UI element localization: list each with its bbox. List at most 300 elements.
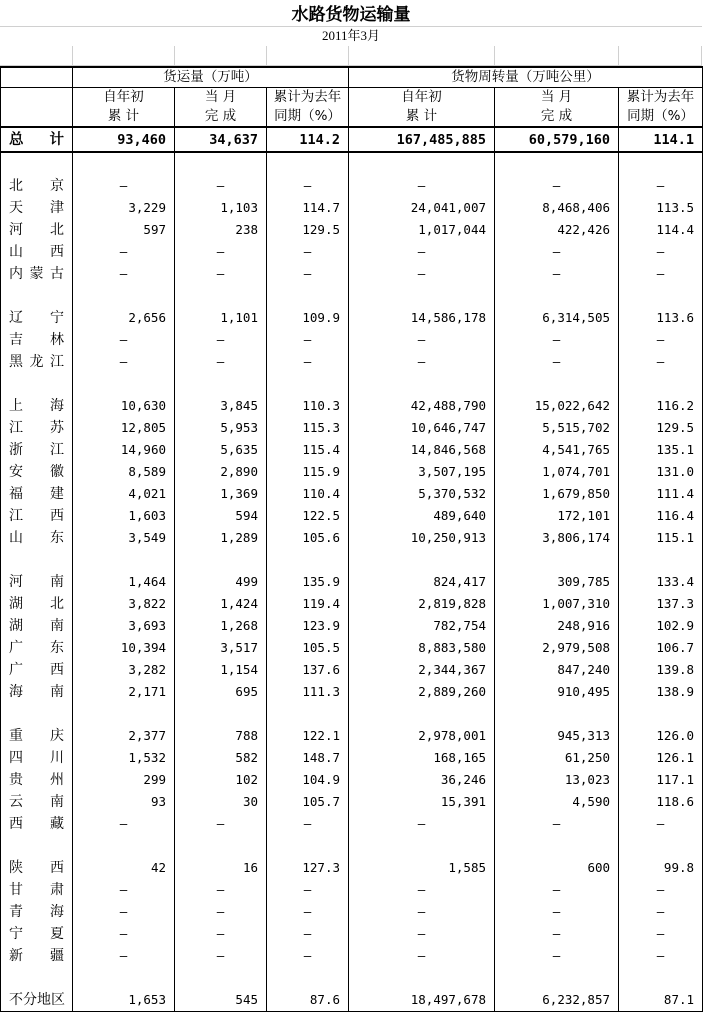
header-freight-volume: 货运量（万吨） <box>73 67 349 88</box>
freight-month: 545 <box>175 989 267 1012</box>
region-name: 四 川 <box>1 747 73 769</box>
grid-cell <box>174 46 267 66</box>
table-row <box>1 769 703 791</box>
freight-month: – <box>175 813 267 835</box>
header-ytd: 自年初 <box>349 88 495 108</box>
freight-month: 5,635 <box>175 439 267 461</box>
table-row <box>1 395 703 417</box>
header-month: 完 成 <box>495 107 619 127</box>
grid-cell <box>494 46 619 66</box>
freight-ytd: 299 <box>73 769 175 791</box>
freight-yoy: 105.7 <box>267 791 349 813</box>
empty-cell <box>619 152 703 175</box>
freight-yoy: 109.9 <box>267 307 349 329</box>
freight-ytd: 3,693 <box>73 615 175 637</box>
empty-cell <box>267 967 349 989</box>
table-row <box>1 307 703 329</box>
turnover-ytd: 3,507,195 <box>349 461 495 483</box>
region-name: 青 海 <box>1 901 73 923</box>
grid-cell <box>348 46 495 66</box>
empty-cell <box>267 285 349 307</box>
freight-ytd: 597 <box>73 219 175 241</box>
table-row <box>1 879 703 901</box>
freight-yoy: – <box>267 263 349 285</box>
freight-month: 5,953 <box>175 417 267 439</box>
region-name: 总 计 <box>1 127 73 152</box>
region-name: 湖 北 <box>1 593 73 615</box>
freight-month: 3,845 <box>175 395 267 417</box>
region-name: 广 西 <box>1 659 73 681</box>
turnover-month: – <box>495 945 619 967</box>
empty-cell <box>495 285 619 307</box>
freight-yoy: 122.1 <box>267 725 349 747</box>
freight-yoy: 148.7 <box>267 747 349 769</box>
turnover-ytd: 14,586,178 <box>349 307 495 329</box>
table-row <box>1 197 703 219</box>
turnover-ytd: 8,883,580 <box>349 637 495 659</box>
turnover-month: 2,979,508 <box>495 637 619 659</box>
freight-yoy: 122.5 <box>267 505 349 527</box>
freight-yoy: 127.3 <box>267 857 349 879</box>
freight-ytd: 1,653 <box>73 989 175 1012</box>
freight-month: – <box>175 923 267 945</box>
turnover-yoy: 116.4 <box>619 505 703 527</box>
table-row <box>1 571 703 593</box>
freight-yoy: 114.2 <box>267 127 349 152</box>
turnover-ytd: – <box>349 175 495 197</box>
freight-ytd: – <box>73 329 175 351</box>
empty-cell <box>1 835 73 857</box>
empty-cell <box>1 549 73 571</box>
freight-yoy: 114.7 <box>267 197 349 219</box>
turnover-month: – <box>495 901 619 923</box>
table-row <box>1 791 703 813</box>
turnover-ytd: – <box>349 945 495 967</box>
turnover-month: 847,240 <box>495 659 619 681</box>
empty-cell <box>73 549 175 571</box>
header-corner <box>1 107 73 127</box>
turnover-ytd: 18,497,678 <box>349 989 495 1012</box>
freight-month: – <box>175 901 267 923</box>
report-period: 2011年3月 <box>321 28 381 43</box>
turnover-month: 600 <box>495 857 619 879</box>
table-row <box>1 461 703 483</box>
turnover-month: – <box>495 923 619 945</box>
turnover-ytd: 2,978,001 <box>349 725 495 747</box>
freight-month: – <box>175 879 267 901</box>
region-name: 河 北 <box>1 219 73 241</box>
region-name: 山 西 <box>1 241 73 263</box>
region-name: 甘 肃 <box>1 879 73 901</box>
table-row <box>1 681 703 703</box>
turnover-month: 248,916 <box>495 615 619 637</box>
freight-yoy: – <box>267 901 349 923</box>
freight-ytd: – <box>73 945 175 967</box>
region-name: 辽 宁 <box>1 307 73 329</box>
turnover-month: 1,074,701 <box>495 461 619 483</box>
header-cargo-turnover: 货物周转量（万吨公里） <box>349 67 703 88</box>
empty-cell <box>175 152 267 175</box>
region-name: 内蒙古 <box>1 263 73 285</box>
header-ytd: 自年初 <box>73 88 175 108</box>
freight-ytd: 93,460 <box>73 127 175 152</box>
turnover-ytd: 10,250,913 <box>349 527 495 549</box>
freight-yoy: – <box>267 945 349 967</box>
header-row-groups <box>1 67 703 88</box>
freight-yoy: – <box>267 329 349 351</box>
empty-cell <box>267 152 349 175</box>
table-row <box>1 615 703 637</box>
table-row <box>1 527 703 549</box>
region-name: 安 徽 <box>1 461 73 483</box>
report-title: 水路货物运输量 <box>0 0 702 27</box>
freight-ytd: 3,822 <box>73 593 175 615</box>
empty-cell <box>619 835 703 857</box>
empty-cell <box>619 703 703 725</box>
header-ytd: 累 计 <box>349 107 495 127</box>
empty-cell <box>175 967 267 989</box>
turnover-yoy: 126.1 <box>619 747 703 769</box>
freight-yoy: 110.3 <box>267 395 349 417</box>
empty-cell <box>619 285 703 307</box>
turnover-yoy: 126.0 <box>619 725 703 747</box>
region-name: 江 苏 <box>1 417 73 439</box>
turnover-ytd: 782,754 <box>349 615 495 637</box>
header-month: 当 月 <box>175 88 267 108</box>
empty-cell <box>495 835 619 857</box>
turnover-ytd: 1,017,044 <box>349 219 495 241</box>
turnover-ytd: 5,370,532 <box>349 483 495 505</box>
freight-month: 238 <box>175 219 267 241</box>
freight-ytd: 2,171 <box>73 681 175 703</box>
freight-month: 1,268 <box>175 615 267 637</box>
freight-ytd: 3,549 <box>73 527 175 549</box>
freight-month: – <box>175 945 267 967</box>
empty-cell <box>349 703 495 725</box>
region-name: 上 海 <box>1 395 73 417</box>
spacer-row <box>1 373 703 395</box>
freight-ytd: 10,394 <box>73 637 175 659</box>
empty-cell <box>1 373 73 395</box>
spacer-row <box>1 703 703 725</box>
empty-cell <box>495 703 619 725</box>
empty-cell <box>1 285 73 307</box>
freight-yoy: 129.5 <box>267 219 349 241</box>
turnover-ytd: – <box>349 901 495 923</box>
header-row-line2 <box>1 107 703 127</box>
freight-month: 1,369 <box>175 483 267 505</box>
turnover-ytd: 10,646,747 <box>349 417 495 439</box>
freight-ytd: – <box>73 351 175 373</box>
turnover-ytd: 2,889,260 <box>349 681 495 703</box>
freight-ytd: 1,464 <box>73 571 175 593</box>
turnover-yoy: 133.4 <box>619 571 703 593</box>
header-corner <box>1 67 73 88</box>
empty-cell <box>175 285 267 307</box>
turnover-ytd: 36,246 <box>349 769 495 791</box>
turnover-yoy: 117.1 <box>619 769 703 791</box>
freight-ytd: – <box>73 923 175 945</box>
empty-cell <box>1 703 73 725</box>
freight-yoy: 111.3 <box>267 681 349 703</box>
empty-cell <box>619 549 703 571</box>
empty-cell <box>175 703 267 725</box>
region-name: 重 庆 <box>1 725 73 747</box>
empty-cell <box>73 285 175 307</box>
turnover-yoy: 139.8 <box>619 659 703 681</box>
turnover-ytd: 15,391 <box>349 791 495 813</box>
freight-month: – <box>175 241 267 263</box>
freight-month: 1,424 <box>175 593 267 615</box>
turnover-ytd: 167,485,885 <box>349 127 495 152</box>
turnover-ytd: – <box>349 813 495 835</box>
turnover-yoy: 118.6 <box>619 791 703 813</box>
turnover-yoy: – <box>619 923 703 945</box>
empty-cell <box>349 373 495 395</box>
turnover-yoy: – <box>619 263 703 285</box>
freight-ytd: 3,229 <box>73 197 175 219</box>
region-name: 天 津 <box>1 197 73 219</box>
empty-cell <box>495 152 619 175</box>
freight-month: 16 <box>175 857 267 879</box>
freight-ytd: 8,589 <box>73 461 175 483</box>
table-row <box>1 659 703 681</box>
turnover-month: 1,679,850 <box>495 483 619 505</box>
turnover-ytd: 168,165 <box>349 747 495 769</box>
region-name: 新 疆 <box>1 945 73 967</box>
empty-cell <box>619 373 703 395</box>
turnover-yoy: – <box>619 901 703 923</box>
freight-ytd: – <box>73 241 175 263</box>
turnover-month: 13,023 <box>495 769 619 791</box>
spacer-row <box>1 285 703 307</box>
turnover-yoy: 138.9 <box>619 681 703 703</box>
total-row <box>1 127 703 152</box>
empty-cell <box>73 967 175 989</box>
freight-ytd: 10,630 <box>73 395 175 417</box>
table-row <box>1 175 703 197</box>
empty-cell <box>73 703 175 725</box>
freight-yoy: 115.9 <box>267 461 349 483</box>
turnover-ytd: 2,344,367 <box>349 659 495 681</box>
turnover-yoy: 114.1 <box>619 127 703 152</box>
table-row <box>1 329 703 351</box>
freight-month: – <box>175 351 267 373</box>
freight-yoy: 104.9 <box>267 769 349 791</box>
turnover-yoy: 129.5 <box>619 417 703 439</box>
turnover-yoy: 87.1 <box>619 989 703 1012</box>
header-month: 当 月 <box>495 88 619 108</box>
freight-month: 34,637 <box>175 127 267 152</box>
header-row-line1 <box>1 88 703 108</box>
turnover-month: 61,250 <box>495 747 619 769</box>
turnover-ytd: – <box>349 329 495 351</box>
empty-cell <box>349 967 495 989</box>
turnover-month: – <box>495 813 619 835</box>
turnover-month: 422,426 <box>495 219 619 241</box>
turnover-yoy: 111.4 <box>619 483 703 505</box>
freight-ytd: – <box>73 263 175 285</box>
turnover-month: 4,541,765 <box>495 439 619 461</box>
turnover-ytd: – <box>349 263 495 285</box>
turnover-ytd: – <box>349 879 495 901</box>
spacer-row <box>1 152 703 175</box>
table-row <box>1 857 703 879</box>
turnover-month: – <box>495 351 619 373</box>
freight-month: 582 <box>175 747 267 769</box>
freight-ytd: 1,532 <box>73 747 175 769</box>
empty-cell <box>1 152 73 175</box>
empty-grid-row <box>0 46 702 66</box>
empty-cell <box>175 549 267 571</box>
freight-ytd: 2,656 <box>73 307 175 329</box>
region-name: 浙 江 <box>1 439 73 461</box>
region-name: 广 东 <box>1 637 73 659</box>
freight-yoy: 115.3 <box>267 417 349 439</box>
table-row <box>1 593 703 615</box>
turnover-ytd: 24,041,007 <box>349 197 495 219</box>
empty-cell <box>267 703 349 725</box>
table-row <box>1 241 703 263</box>
grid-cell <box>0 46 73 66</box>
region-name: 陕 西 <box>1 857 73 879</box>
turnover-ytd: – <box>349 923 495 945</box>
spacer-row <box>1 967 703 989</box>
table-row <box>1 945 703 967</box>
turnover-month: 8,468,406 <box>495 197 619 219</box>
turnover-month: 3,806,174 <box>495 527 619 549</box>
turnover-yoy: – <box>619 241 703 263</box>
freight-yoy: 105.6 <box>267 527 349 549</box>
table-row <box>1 747 703 769</box>
header-corner <box>1 88 73 108</box>
turnover-ytd: 42,488,790 <box>349 395 495 417</box>
region-name: 福 建 <box>1 483 73 505</box>
region-name: 宁 夏 <box>1 923 73 945</box>
table-row <box>1 219 703 241</box>
freight-ytd: 1,603 <box>73 505 175 527</box>
region-name: 西 藏 <box>1 813 73 835</box>
turnover-month: – <box>495 263 619 285</box>
table-row <box>1 439 703 461</box>
table-row <box>1 923 703 945</box>
freight-yoy: 110.4 <box>267 483 349 505</box>
table-row <box>1 483 703 505</box>
table-row <box>1 263 703 285</box>
empty-cell <box>73 835 175 857</box>
turnover-month: 309,785 <box>495 571 619 593</box>
turnover-yoy: 137.3 <box>619 593 703 615</box>
turnover-month: – <box>495 329 619 351</box>
freight-ytd: – <box>73 813 175 835</box>
turnover-month: 945,313 <box>495 725 619 747</box>
freight-ytd: 2,377 <box>73 725 175 747</box>
empty-cell <box>619 967 703 989</box>
empty-cell <box>175 835 267 857</box>
turnover-yoy: 116.2 <box>619 395 703 417</box>
table-row <box>1 351 703 373</box>
region-name: 海 南 <box>1 681 73 703</box>
turnover-month: 6,314,505 <box>495 307 619 329</box>
empty-cell <box>73 373 175 395</box>
region-name: 北 京 <box>1 175 73 197</box>
turnover-month: 5,515,702 <box>495 417 619 439</box>
empty-cell <box>1 967 73 989</box>
turnover-yoy: – <box>619 329 703 351</box>
header-yoy: 同期（%） <box>619 107 703 127</box>
table-row <box>1 989 703 1012</box>
freight-yoy: 105.5 <box>267 637 349 659</box>
table-row <box>1 417 703 439</box>
turnover-ytd: 2,819,828 <box>349 593 495 615</box>
empty-cell <box>267 549 349 571</box>
turnover-yoy: 102.9 <box>619 615 703 637</box>
turnover-month: 15,022,642 <box>495 395 619 417</box>
turnover-month: 6,232,857 <box>495 989 619 1012</box>
freight-yoy: 137.6 <box>267 659 349 681</box>
turnover-ytd: – <box>349 241 495 263</box>
freight-month: – <box>175 263 267 285</box>
freight-month: 1,289 <box>175 527 267 549</box>
freight-ytd: – <box>73 879 175 901</box>
turnover-yoy: 135.1 <box>619 439 703 461</box>
turnover-ytd: 489,640 <box>349 505 495 527</box>
freight-ytd: – <box>73 901 175 923</box>
region-name: 吉 林 <box>1 329 73 351</box>
region-name: 云 南 <box>1 791 73 813</box>
table-row <box>1 637 703 659</box>
region-name: 贵 州 <box>1 769 73 791</box>
turnover-ytd: – <box>349 351 495 373</box>
empty-cell <box>73 152 175 175</box>
region-name: 不分地区 <box>1 989 73 1012</box>
turnover-yoy: 106.7 <box>619 637 703 659</box>
freight-ytd: – <box>73 175 175 197</box>
region-name: 湖 南 <box>1 615 73 637</box>
header-month: 完 成 <box>175 107 267 127</box>
turnover-yoy: – <box>619 879 703 901</box>
freight-yoy: – <box>267 175 349 197</box>
turnover-ytd: 824,417 <box>349 571 495 593</box>
header-yoy: 累计为去年 <box>267 88 349 108</box>
turnover-yoy: – <box>619 945 703 967</box>
freight-ytd: 14,960 <box>73 439 175 461</box>
empty-cell <box>175 373 267 395</box>
freight-yoy: – <box>267 351 349 373</box>
freight-ytd: 4,021 <box>73 483 175 505</box>
empty-cell <box>267 373 349 395</box>
freight-ytd: 93 <box>73 791 175 813</box>
turnover-yoy: 113.5 <box>619 197 703 219</box>
freight-yoy: – <box>267 879 349 901</box>
table-row <box>1 813 703 835</box>
table-row <box>1 901 703 923</box>
freight-ytd: 12,805 <box>73 417 175 439</box>
freight-month: 1,154 <box>175 659 267 681</box>
spacer-row <box>1 835 703 857</box>
freight-month: – <box>175 329 267 351</box>
turnover-month: – <box>495 879 619 901</box>
freight-yoy: – <box>267 813 349 835</box>
turnover-yoy: – <box>619 813 703 835</box>
turnover-yoy: 114.4 <box>619 219 703 241</box>
table-row <box>1 725 703 747</box>
turnover-yoy: 115.1 <box>619 527 703 549</box>
grid-cell <box>266 46 349 66</box>
table-row <box>1 505 703 527</box>
turnover-month: 60,579,160 <box>495 127 619 152</box>
freight-yoy: 123.9 <box>267 615 349 637</box>
